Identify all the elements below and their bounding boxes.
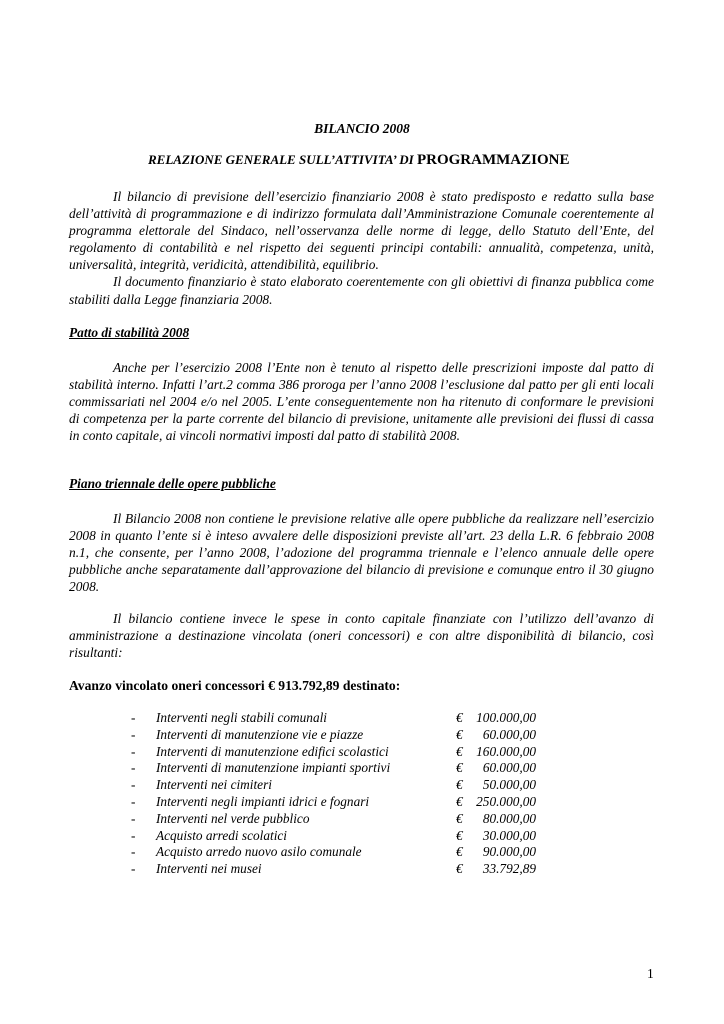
patto-paragraph: Anche per l’esercizio 2008 l’Ente non è tenuto al rispetto delle prescrizioni imposte dal patto di stabilità interno. Infatti l’art.2 comma 386 proroga per l’anno 2008 l’esclusione dal patto per gli enti locali commissariati nel 2004 e/o nel 2005. L’ente conseguentemente non ha ritenuto di conformare le previsioni di competenza per la parte corrente del bilancio di previsione, unitamente alle previsioni dei flussi di cassa in conto capitale, ai vincoli normativi imposti dal patto di stabilità 2008. [69, 360, 654, 444]
item-amount [456, 811, 536, 828]
list-item [131, 811, 551, 828]
list-item [131, 777, 551, 794]
patto-section [69, 359, 654, 444]
amount-value: 50.000,00 [482, 777, 536, 793]
list-bullet: - [131, 760, 136, 776]
currency-symbol: € [456, 827, 463, 843]
list-bullet: - [131, 827, 136, 843]
amount-value: 90.000,00 [482, 844, 536, 860]
item-amount [456, 760, 536, 777]
list-item [131, 861, 551, 878]
item-amount [456, 710, 536, 727]
piano-paragraph-2: Il bilancio contiene invece le spese in conto capitale finanziate con l’utilizzo dell’avanzo di amministrazione a destinazione vincolata (oneri concessori) e con altre disponibilità di bilancio, così risultanti: [69, 611, 654, 661]
avanzo-heading: Avanzo vincolato oneri concessori € 913.792,89 destinato: [69, 678, 401, 693]
currency-symbol: € [456, 710, 463, 725]
list-bullet: - [131, 710, 136, 725]
subtitle-emphasis: PROGRAMMAZIONE [416, 152, 570, 168]
intro-paragraph-2: Il documento finanziario è stato elaborato coerentemente con gli obiettivi di finanza pubblica come stabiliti dalla Legge finanziaria 2008. [69, 274, 654, 307]
item-amount [456, 777, 536, 794]
currency-symbol: € [456, 777, 463, 793]
currency-symbol: € [456, 726, 463, 742]
list-item [131, 710, 551, 727]
interventi-list [131, 710, 551, 878]
item-description: Interventi di manutenzione edifici scolastici [156, 743, 389, 759]
piano-section-2 [69, 610, 654, 661]
heading-patto-stabilita: Patto di stabilità 2008 [69, 325, 190, 340]
item-amount [456, 727, 536, 744]
intro-section [69, 188, 654, 308]
list-item [131, 727, 551, 744]
amount-value: 250.000,00 [476, 793, 536, 809]
list-bullet: - [131, 844, 136, 860]
item-description: Acquisto arredi scolatici [156, 827, 287, 843]
currency-symbol: € [456, 793, 463, 809]
item-amount [456, 828, 536, 845]
item-description: Interventi nel verde pubblico [156, 810, 310, 826]
list-item [131, 828, 551, 845]
document-title: BILANCIO 2008 [314, 121, 410, 136]
amount-value: 33.792,89 [482, 861, 536, 877]
item-description: Interventi negli impianti idrici e fognari [156, 793, 370, 809]
list-bullet: - [131, 743, 136, 759]
list-bullet: - [131, 726, 136, 742]
amount-value: 60.000,00 [482, 760, 536, 776]
item-description: Interventi nei cimiteri [156, 777, 272, 793]
amount-value: 160.000,00 [476, 743, 536, 759]
piano-section [69, 510, 654, 595]
list-item [131, 844, 551, 861]
item-description: Interventi di manutenzione impianti sportivi [156, 760, 391, 776]
amount-value: 60.000,00 [482, 726, 536, 742]
list-bullet: - [131, 861, 136, 877]
item-amount [456, 844, 536, 861]
item-description: Interventi nei musei [156, 861, 262, 877]
piano-paragraph-1: Il Bilancio 2008 non contiene le previsione relative alle opere pubbliche da realizzare nell’esercizio 2008 in quanto l’ente si è inteso avvalere delle disposizioni previste all’art. 23 della L.R. 6 febbraio 2008 n.1, che consente, per l’anno 2008, l’adozione del programma triennale e l’elenco annuale delle opere pubbliche anche separatamente dall’approvazione del bilancio di previsione e comunque entro il 30 giugno 2008. [69, 511, 654, 595]
amount-value: 30.000,00 [482, 827, 536, 843]
document-subtitle [148, 152, 569, 169]
list-item [131, 744, 551, 761]
item-amount [456, 794, 536, 811]
currency-symbol: € [456, 844, 463, 860]
intro-paragraph-1: Il bilancio di previsione dell’esercizio finanziario 2008 è stato predisposto e redatto sulla base dell’attività di programmazione e di indirizzo formulata dall’Amministrazione Comunale coerentemente al programma elettorale del Sindaco, nell’osservanza delle norme di legge, dello Statuto dell’Ente, del regolamento di contabilità e nel rispetto dei seguenti principi contabili: annualità, competenza, unità, universalità, integrità, veridicità, attendibilità, equilibrio. [69, 189, 654, 273]
currency-symbol: € [456, 760, 463, 776]
list-bullet: - [131, 810, 136, 826]
item-description: Interventi negli stabili comunali [156, 710, 327, 725]
currency-symbol: € [456, 810, 463, 826]
amount-value: 80.000,00 [482, 810, 536, 826]
subtitle-text: RELAZIONE GENERALE SULL’ATTIVITA’ DI [148, 152, 417, 167]
currency-symbol: € [456, 743, 463, 759]
item-description: Interventi di manutenzione vie e piazze [156, 726, 364, 742]
item-amount [456, 861, 536, 878]
item-description: Acquisto arredo nuovo asilo comunale [156, 844, 362, 860]
list-bullet: - [131, 793, 136, 809]
list-bullet: - [131, 777, 136, 793]
list-item [131, 794, 551, 811]
list-item [131, 760, 551, 777]
item-amount [456, 744, 536, 761]
page-number: 1 [647, 966, 654, 981]
currency-symbol: € [456, 861, 463, 877]
heading-piano-triennale: Piano triennale delle opere pubbliche [69, 476, 276, 491]
amount-value: 100.000,00 [476, 710, 536, 725]
